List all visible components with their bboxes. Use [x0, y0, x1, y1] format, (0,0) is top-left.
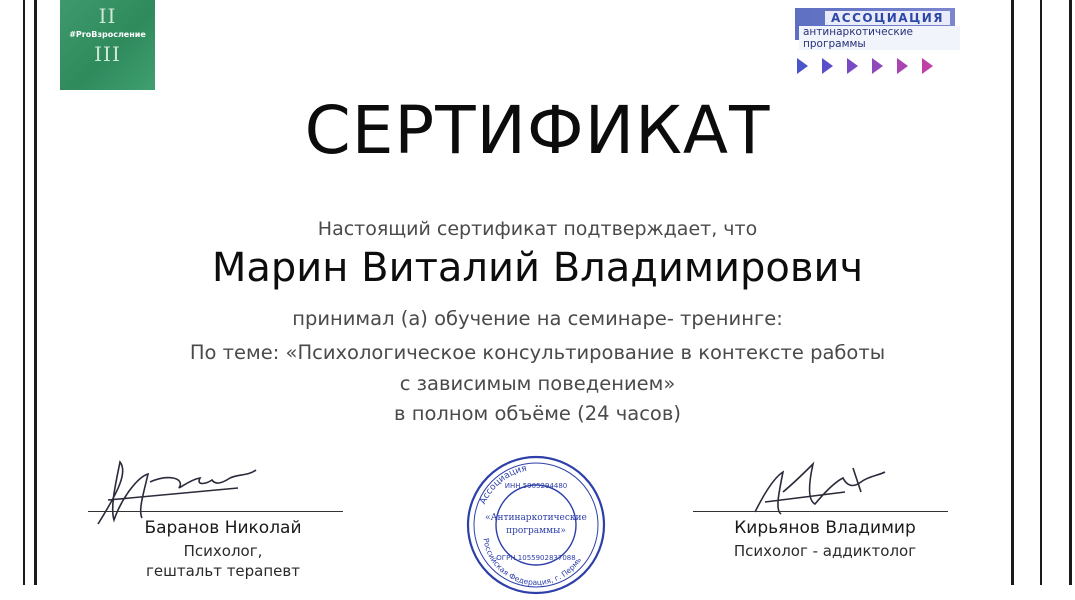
logo-association-title: АССОЦИАЦИЯ: [825, 11, 950, 25]
training-text: принимал (а) обучение на семинаре- тренинге:: [292, 307, 783, 330]
frame-line-right-middle: [1040, 0, 1042, 585]
signature-right-line: [693, 511, 948, 512]
stamp-bottom-text: Российская Федерация, г. Пермь: [481, 537, 584, 588]
logo-arrows: [797, 58, 957, 80]
topic-line-1: По теме: «Психологическое консультирование в контексте работы: [189, 341, 886, 364]
stamp-ogrn-text: ОГРН 1055902837088: [496, 554, 576, 562]
certificate-title: СЕРТИФИКАТ: [304, 92, 771, 169]
logo-association-subtitle: антинаркотические программы: [799, 26, 960, 50]
logo-arrow-icon: [847, 58, 858, 74]
stamp-top-text: Ассоциация: [478, 463, 528, 507]
frame-line-right-outer: [1069, 0, 1072, 585]
signatory-right-name: Кирьянов Владимир: [734, 518, 916, 538]
signatory-left-role-2: гештальт терапевт: [146, 562, 300, 580]
logo-hashtag: #ProВзросление: [69, 30, 146, 39]
signatory-left-name: Баранов Николай: [144, 518, 302, 538]
stamp-outer-ring: [468, 457, 604, 593]
logo-association: [795, 8, 960, 83]
logo-roman-bottom: III: [94, 42, 121, 66]
stamp-center-line-1: «Антинаркотические: [485, 513, 587, 523]
recipient-name: Марин Виталий Владимирович: [211, 245, 864, 291]
frame-line-left-outer: [23, 0, 25, 585]
signatory-right-role: Психолог - аддиктолог: [733, 542, 917, 560]
logo-arrow-icon: [822, 58, 833, 74]
logo-arrow-icon: [872, 58, 883, 74]
logo-roman-top: II: [98, 4, 117, 28]
confirm-text: Настоящий сертификат подтверждает, что: [317, 218, 758, 240]
stamp-inn-text: ИНН 5905294480: [504, 482, 568, 490]
logo-arrow-icon: [922, 58, 933, 74]
organization-stamp: [461, 450, 611, 600]
logo-arrow-icon: [897, 58, 908, 74]
signature-left-line: [88, 511, 343, 512]
logo-arrow-icon: [797, 58, 808, 74]
frame-line-left-inner: [34, 0, 37, 585]
stamp-inner-ring: [496, 485, 576, 565]
hours-text: в полном объёме (24 часов): [394, 402, 681, 425]
stamp-center-line-2: программы»: [506, 526, 566, 536]
signatory-left-role-1: Психолог,: [183, 542, 263, 560]
topic-line-2: с зависимым поведением»: [399, 372, 676, 395]
logo-pro-vzroslenie: [60, 0, 155, 90]
frame-line-right-inner: [1011, 0, 1014, 585]
